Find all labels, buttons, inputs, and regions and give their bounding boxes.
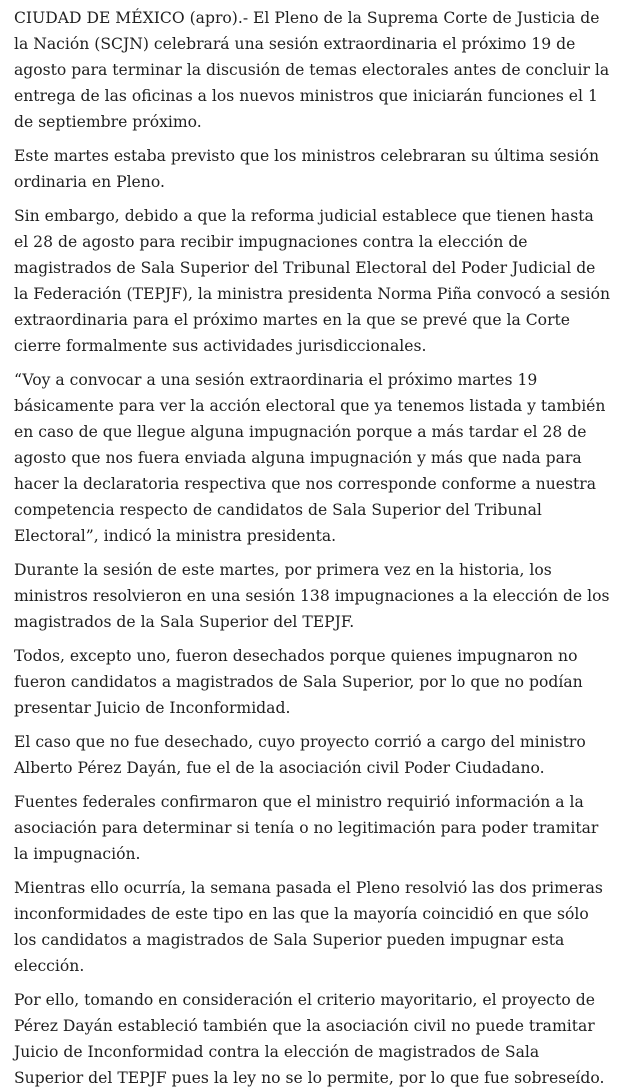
paragraph: Sin embargo, debido a que la reforma judicial establece que tienen hasta el 28 de agosto para recibir impugnaciones contra la elección de magistrados de Sala Superior del Tribunal Electoral del Poder Judicial de la Federación (TEPJF), la ministra presidenta Norma Piña convocó a sesión extraordinaria para el próximo martes en la que se prevé que la Corte cierre formalmente sus actividades jurisdiccionales. [14, 207, 611, 355]
paragraph: Este martes estaba previsto que los ministros celebraran su última sesión ordinaria en Pleno. [14, 147, 599, 191]
paragraph-quote: “Voy a convocar a una sesión extraordinaria el próximo martes 19 básicamente para ver la acción electoral que ya tenemos listada y también en caso de que llegue alguna impugnación porque a más tardar el 28 de agosto que nos fuera enviada alguna impugnación y más que nada para hacer la declaratoria respectiva que nos corresponde conforme a nuestra competencia respecto de candidatos de Sala Superior del Tribunal Electoral”, indicó la ministra presidenta. [14, 371, 606, 545]
paragraph: Durante la sesión de este martes, por primera vez en la historia, los ministros resolvieron en una sesión 138 impugnaciones a la elección de los magistrados de la Sala Superior del TEPJF. [14, 561, 610, 631]
paragraph: Mientras ello ocurría, la semana pasada el Pleno resolvió las dos primeras inconformidades de este tipo en las que la mayoría coincidió en que sólo los candidatos a magistrados de Sala Superior pueden impugnar esta elección. [14, 879, 603, 975]
paragraph: El caso que no fue desechado, cuyo proyecto corrió a cargo del ministro Alberto Pérez Dayán, fue el de la asociación civil Poder Ciudadano. [14, 733, 586, 777]
paragraph: Fuentes federales confirmaron que el ministro requirió información a la asociación para determinar si tenía o no legitimación para poder tramitar la impugnación. [14, 793, 599, 863]
paragraph-lead: CIUDAD DE MÉXICO (apro).- El Pleno de la Suprema Corte de Justicia de la Nación (SCJN) celebrará una sesión extraordinaria el próximo 19 de agosto para terminar la discusión de temas electorales antes de concluir la entrega de las oficinas a los nuevos ministros que iniciarán funciones el 1 de septiembre próximo. [14, 9, 610, 131]
paragraph: Todos, excepto uno, fueron desechados porque quienes impugnaron no fueron candidatos a magistrados de Sala Superior, por lo que no podían presentar Juicio de Inconformidad. [14, 647, 583, 717]
paragraph: Por ello, tomando en consideración el criterio mayoritario, el proyecto de Pérez Dayán estableció también que la asociación civil no puede tramitar Juicio de Inconformidad contra la elección de magistrados de Sala Superior del TEPJF pues la ley no se lo permite, por lo que fue sobreseído. [14, 991, 605, 1087]
